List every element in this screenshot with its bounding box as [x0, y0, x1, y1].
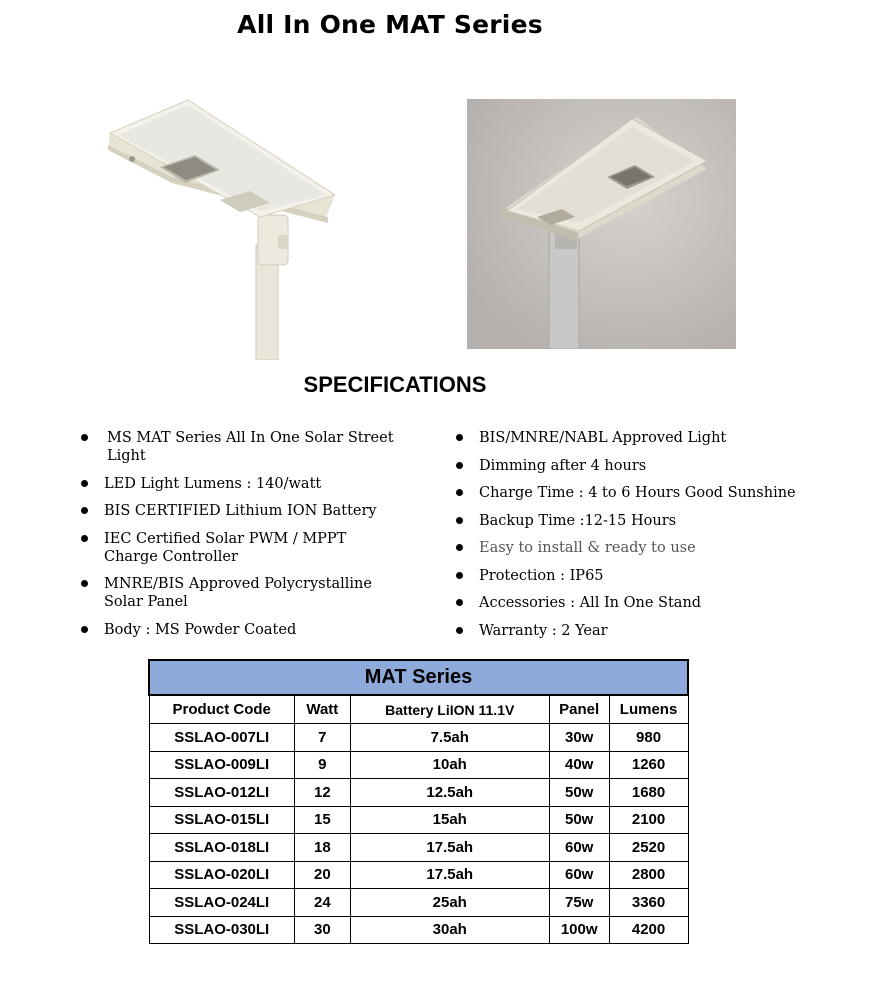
cell-watt: 9	[294, 751, 350, 779]
spec-item: Accessories : All In One Stand	[453, 594, 813, 612]
spec-item: MNRE/BIS Approved Polycrystalline Solar Panel	[78, 575, 404, 611]
spec-item: Protection : IP65	[453, 567, 813, 585]
cell-lumens: 980	[609, 724, 688, 752]
cell-lumens: 2100	[609, 806, 688, 834]
table-row	[149, 806, 688, 834]
cell-watt: 18	[294, 834, 350, 862]
cell-panel: 40w	[549, 751, 609, 779]
spec-item: BIS/MNRE/NABL Approved Light	[453, 429, 813, 447]
cell-panel: 100w	[549, 916, 609, 944]
cell-lumens: 3360	[609, 889, 688, 917]
cell-battery: 25ah	[350, 889, 549, 917]
product-photo-left	[100, 95, 350, 360]
cell-watt: 7	[294, 724, 350, 752]
cell-panel: 50w	[549, 779, 609, 807]
cell-watt: 15	[294, 806, 350, 834]
cell-lumens: 2520	[609, 834, 688, 862]
header-battery: Battery LiION 11.1V	[350, 695, 549, 724]
table-row	[149, 889, 688, 917]
cell-lumens: 1680	[609, 779, 688, 807]
table-row	[149, 834, 688, 862]
table-caption: MAT Series	[149, 660, 688, 695]
header-panel: Panel	[549, 695, 609, 724]
mat-series-table	[148, 659, 689, 944]
cell-product-code: SSLAO-030LI	[149, 916, 294, 944]
cell-battery: 12.5ah	[350, 779, 549, 807]
cell-lumens: 2800	[609, 861, 688, 889]
street-light-illustration	[100, 95, 350, 360]
cell-product-code: SSLAO-015LI	[149, 806, 294, 834]
spec-item: Warranty : 2 Year	[453, 622, 813, 640]
spec-item: MS MAT Series All In One Solar Street Light	[78, 429, 418, 465]
spec-item: LED Light Lumens : 140/watt	[78, 475, 418, 493]
street-light-illustration	[467, 99, 736, 349]
cell-battery: 17.5ah	[350, 861, 549, 889]
cell-product-code: SSLAO-018LI	[149, 834, 294, 862]
table-row	[149, 916, 688, 944]
cell-watt: 12	[294, 779, 350, 807]
cell-watt: 30	[294, 916, 350, 944]
table-row	[149, 751, 688, 779]
product-photo-right	[467, 99, 736, 349]
specifications-heading: SPECIFICATIONS	[303, 372, 487, 397]
cell-panel: 60w	[549, 861, 609, 889]
spec-item: Charge Time : 4 to 6 Hours Good Sunshine	[453, 484, 813, 502]
header-watt: Watt	[294, 695, 350, 724]
cell-battery: 30ah	[350, 916, 549, 944]
spec-item: IEC Certified Solar PWM / MPPT Charge Controller	[78, 530, 384, 566]
spec-item: Backup Time :12-15 Hours	[453, 512, 813, 530]
spec-item: Dimming after 4 hours	[453, 457, 813, 475]
specs-list-left	[78, 429, 418, 648]
cell-lumens: 1260	[609, 751, 688, 779]
cell-panel: 60w	[549, 834, 609, 862]
cell-product-code: SSLAO-012LI	[149, 779, 294, 807]
cell-product-code: SSLAO-024LI	[149, 889, 294, 917]
header-product-code: Product Code	[149, 695, 294, 724]
cell-battery: 10ah	[350, 751, 549, 779]
table-row	[149, 724, 688, 752]
table-row	[149, 779, 688, 807]
cell-lumens: 4200	[609, 916, 688, 944]
cell-panel: 75w	[549, 889, 609, 917]
cell-product-code: SSLAO-009LI	[149, 751, 294, 779]
cell-panel: 50w	[549, 806, 609, 834]
header-lumens: Lumens	[609, 695, 688, 724]
cell-product-code: SSLAO-007LI	[149, 724, 294, 752]
cell-battery: 7.5ah	[350, 724, 549, 752]
spec-item: Easy to install & ready to use	[453, 539, 813, 557]
spec-item: Body : MS Powder Coated	[78, 621, 418, 639]
table-row	[149, 861, 688, 889]
page-title: All In One MAT Series	[237, 10, 543, 39]
cell-battery: 17.5ah	[350, 834, 549, 862]
table-header-row	[149, 695, 688, 724]
cell-battery: 15ah	[350, 806, 549, 834]
spec-item: BIS CERTIFIED Lithium ION Battery	[78, 502, 418, 520]
cell-watt: 20	[294, 861, 350, 889]
cell-panel: 30w	[549, 724, 609, 752]
cell-watt: 24	[294, 889, 350, 917]
specs-list-right	[453, 429, 813, 649]
cell-product-code: SSLAO-020LI	[149, 861, 294, 889]
